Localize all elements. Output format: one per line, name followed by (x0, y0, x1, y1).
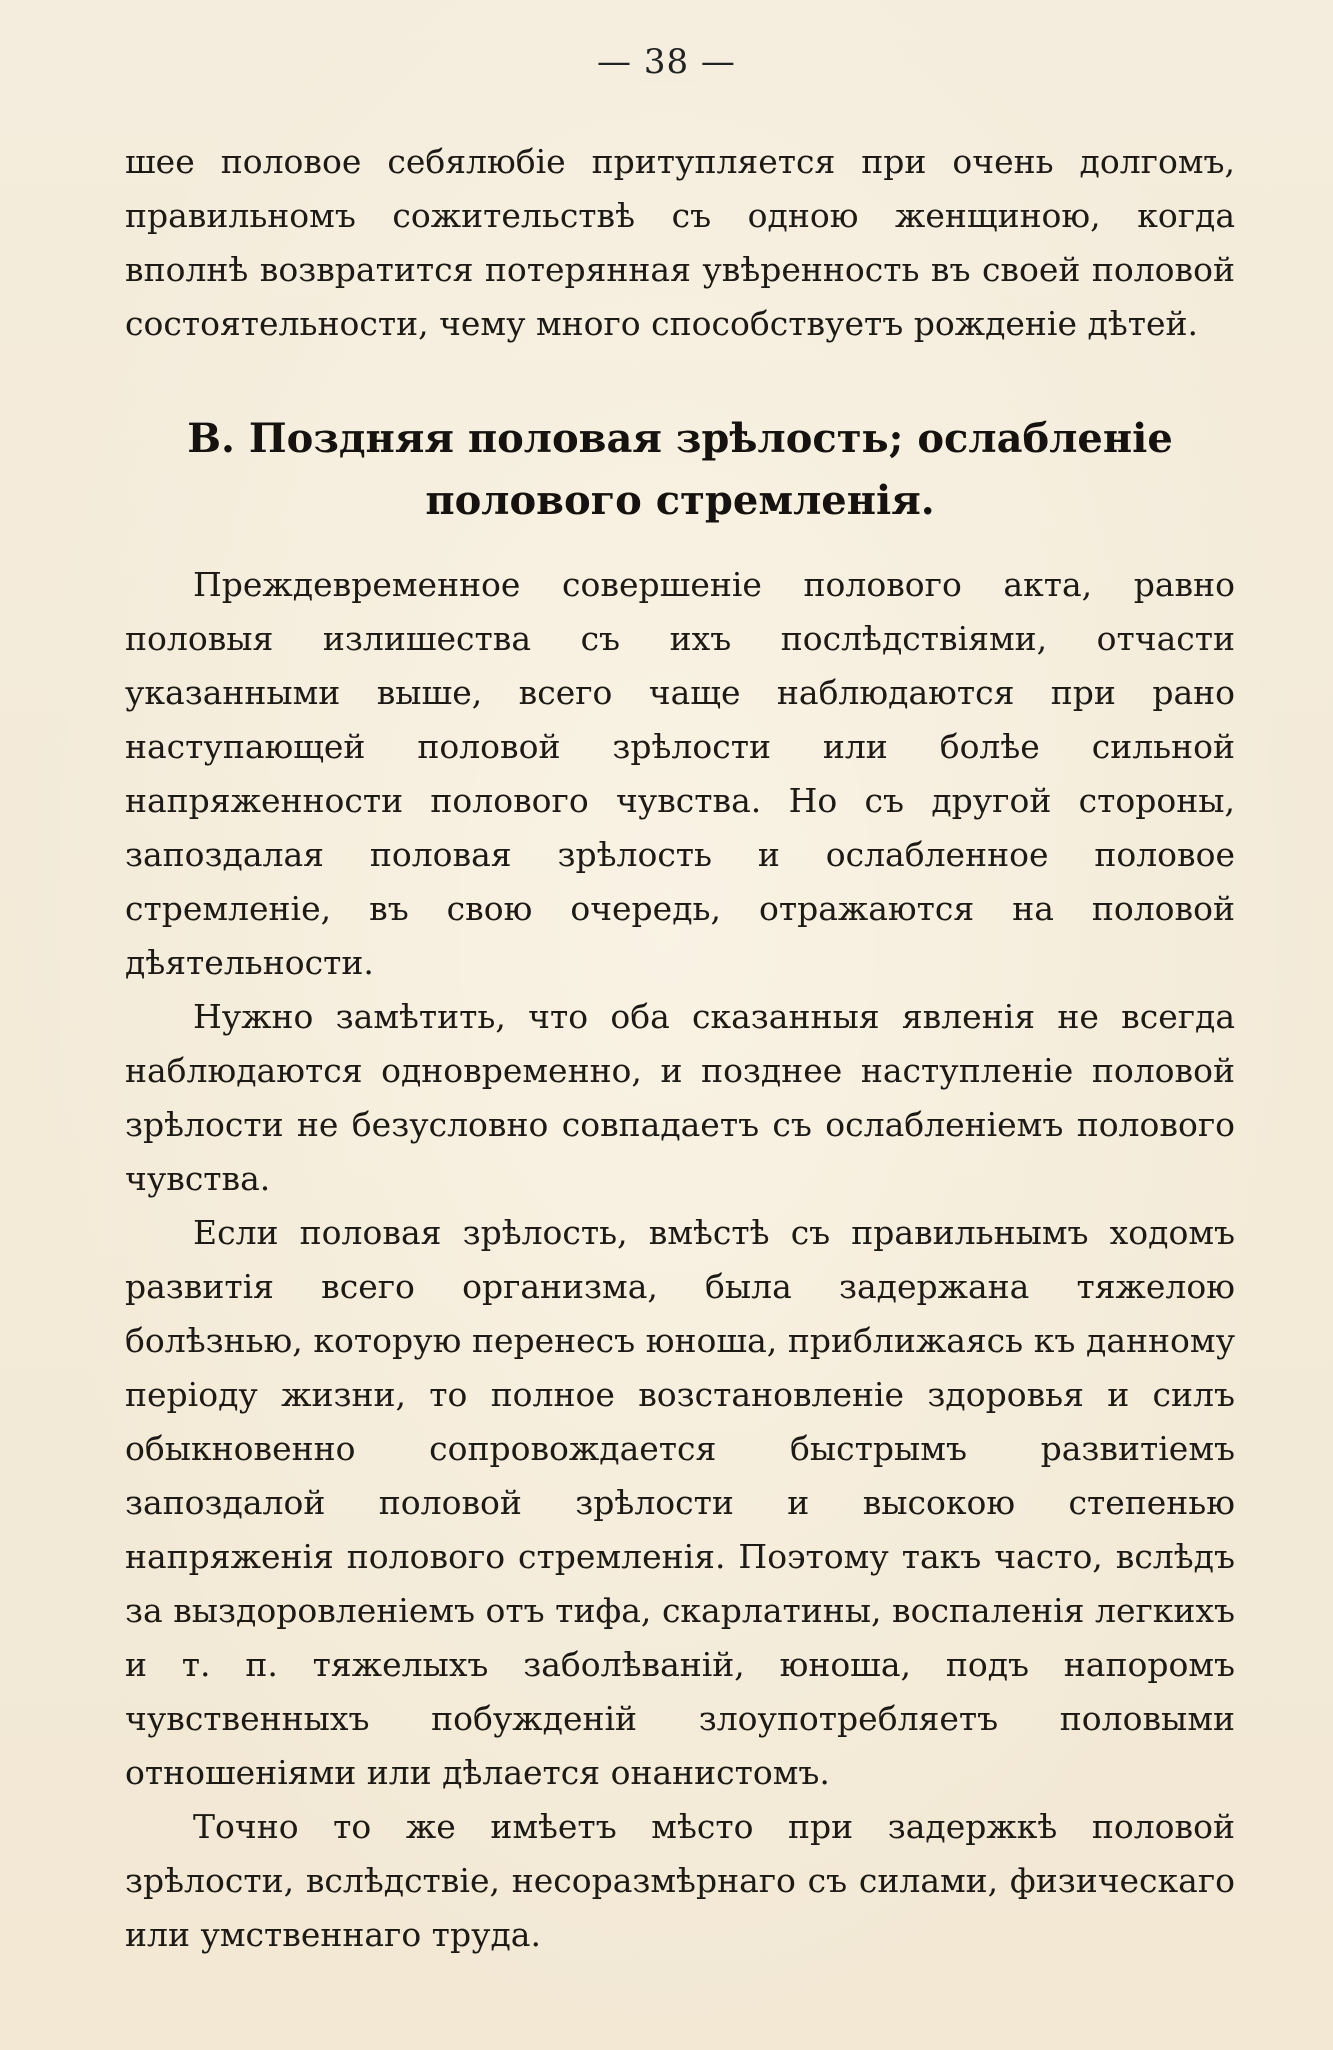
paragraph: Нужно замѣтить, что оба сказанныя явленія не всегда наблюдаются одновременно, и позднее наступленіе половой зрѣлости не безусловно совпадаетъ съ ослабленіемъ полового чувства. (125, 997, 1235, 1198)
paragraph: Если половая зрѣлость, вмѣстѣ съ правильнымъ ходомъ развитія всего организма, была задержана тяжелою болѣзнью, которую перенесъ юноша, приближаясь къ данному періоду жизни, то полное возстановленіе здоровья и силъ обыкновенно сопровождается быстрымъ развитіемъ запоздалой половой зрѣлости и высокою степенью напряженія полового стремленія. Поэтому такъ часто, вслѣдъ за выздоровленіемъ отъ тифа, скарлатины, воспаленія легкихъ и т. п. тяжелыхъ заболѣваній, юноша, подъ напоромъ чувственныхъ побужденій злоупотребляетъ половыми отношеніями или дѣлается онанистомъ. (125, 1213, 1235, 1792)
paragraph: Преждевременное совершеніе полового акта, равно половыя излишества съ ихъ послѣдствіями, отчасти указанными выше, всего чаще наблюдаются при рано наступающей половой зрѣлости или болѣе сильной напряженности полового чувства. Но съ другой стороны, запоздалая половая зрѣлость и ослабленное половое стремленіе, въ свою очередь, отражаются на половой дѣятельности. (125, 565, 1235, 982)
section-heading: В. Поздняя половая зрѣлость; ослабленіе полового стремленія. (187, 415, 1173, 524)
page-number: — 38 — (597, 42, 736, 82)
paragraph: Точно то же имѣетъ мѣсто при задержкѣ половой зрѣлости, вслѣдствіе, несоразмѣрнаго съ силами, физическаго или умственнаго труда. (125, 1807, 1235, 1954)
continuation-block (125, 135, 1235, 351)
section-body (125, 558, 1235, 1962)
continuation-paragraph: шее половое себялюбіе притупляется при очень долгомъ, правильномъ сожительствѣ съ одною женщиною, когда вполнѣ возвратится потерянная увѣренность въ своей половой состоятельности, чему много способствуетъ рожденіе дѣтей. (125, 142, 1235, 343)
